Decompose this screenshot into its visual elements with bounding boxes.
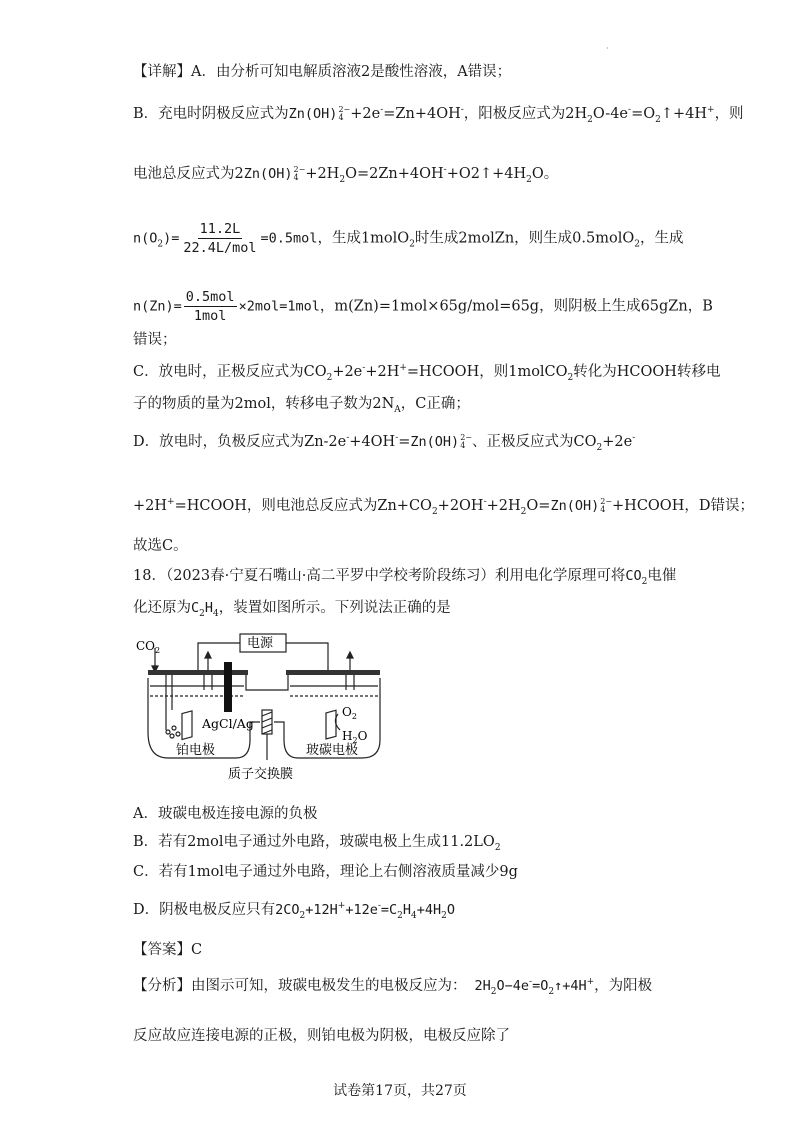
electrolysis-diagram (128, 630, 398, 790)
detail-d-line2: +2H+=HCOOH，则电池总反应式为$Zn+CO_2+2OH^-+2H_2O=Zn(OH)$ 2− 4 +HCOOH，D错误； (133, 497, 754, 517)
detail-b-line5: 错误； (133, 332, 177, 348)
gc-label: 玻碳电极 (306, 743, 359, 758)
detail-b-line1: B．充电时阴极反应式为Zn(OH) 2− 4 +2e-=Zn+4OH-，阳极反应式为$2H_2O-4e^-=O_2↑+4H^+$，则 (133, 105, 744, 125)
analysis-line2: 反应故应连接电源的正极，则铂电极为阴极，电极反应除了 (133, 1028, 510, 1044)
page-footer: 试卷第17页，共27页 (333, 1083, 467, 1099)
agcl-label: AgCl/Ag (202, 716, 254, 731)
detail-conclusion: 故选C。 (133, 538, 188, 554)
agcl-electrode (224, 662, 232, 712)
question-line1: 18．（2023春·宁夏石嘴山·高二平罗中学校考阶段练习）利用电化学原理可将$CO_2$电催 (133, 568, 677, 587)
analysis-line1: 【分析】由图示可知，玻碳电极发生的电极反应为： $2H_2O-4e^-=O_2↑+4H^+$，为阳极 (133, 977, 653, 997)
wire-right (286, 643, 328, 674)
detail-b-line4: n(Zn)= $\frac{\text{0.5mol}}{\text{1mol}}$ ×2mol=1mol，m(Zn)=1mol×65g/mol=65g，则阴极上生成65gZn，B (133, 289, 713, 324)
detail-b-line2: 电池总反应式为2Zn(OH) 2− 4 $+2H_2O=2Zn+4OH^-+O2↑+4H_2O$。 (133, 165, 559, 185)
power-label: 电源 (247, 636, 274, 651)
membrane-label: 质子交换膜 (228, 767, 294, 782)
answer: 【答案】C (133, 942, 203, 958)
detail-a: 【详解】A．由分析可知电解质溶液2是酸性溶液，A错误； (133, 64, 512, 80)
option-d: D．阴极电极反应只有$2CO_2+12H^++12e^-=C_2H_4+4H_2O$ (133, 901, 456, 921)
option-a: A．玻碳电极连接电源的负极 (133, 806, 318, 822)
question-line2: 化还原为$C_2H_4$，装置如图所示。下列说法正确的是 (133, 600, 451, 619)
option-b: B．若有2mol电子通过外电路，玻碳电极上生成$11.2LO_2$ (133, 834, 501, 853)
corner-dot: · (606, 44, 609, 53)
platinum-electrode (182, 711, 192, 740)
pt-label: 铂电极 (176, 743, 216, 758)
bridge (246, 674, 288, 690)
o2-label: $O_2$ (342, 705, 357, 721)
co2-label: $CO_2$ (136, 639, 161, 655)
detail-b-line3: $n(O_2)=$ $\frac{11.2L}{\text{22.4L/mol}}$ =0.5mol，生成1molO$_2$时生成2molZn，则生成0.5molO$_2$，生成 (133, 221, 684, 256)
detail-d-line1: D．放电时，负极反应式为Zn-2e-+4OH-=Zn(OH) 2− 4 、正极反应式为$CO_2+2e^-$ (133, 433, 636, 453)
glassy-carbon-electrode (326, 710, 336, 739)
h2o-label: $H_2O$ (342, 729, 368, 745)
detail-c-line1: C．放电时，正极反应式为$CO_2+2e^-+2H^+=HCOOH$，则1molCO$_2$转化为HCOOH转移电 (133, 363, 721, 383)
option-c: C．若有1mol电子通过外电路，理论上右侧溶液质量减少9g (133, 864, 518, 880)
detail-c-line2: 子的物质的量为2mol，转移电子数为$2N_A$，C正确； (133, 396, 470, 415)
